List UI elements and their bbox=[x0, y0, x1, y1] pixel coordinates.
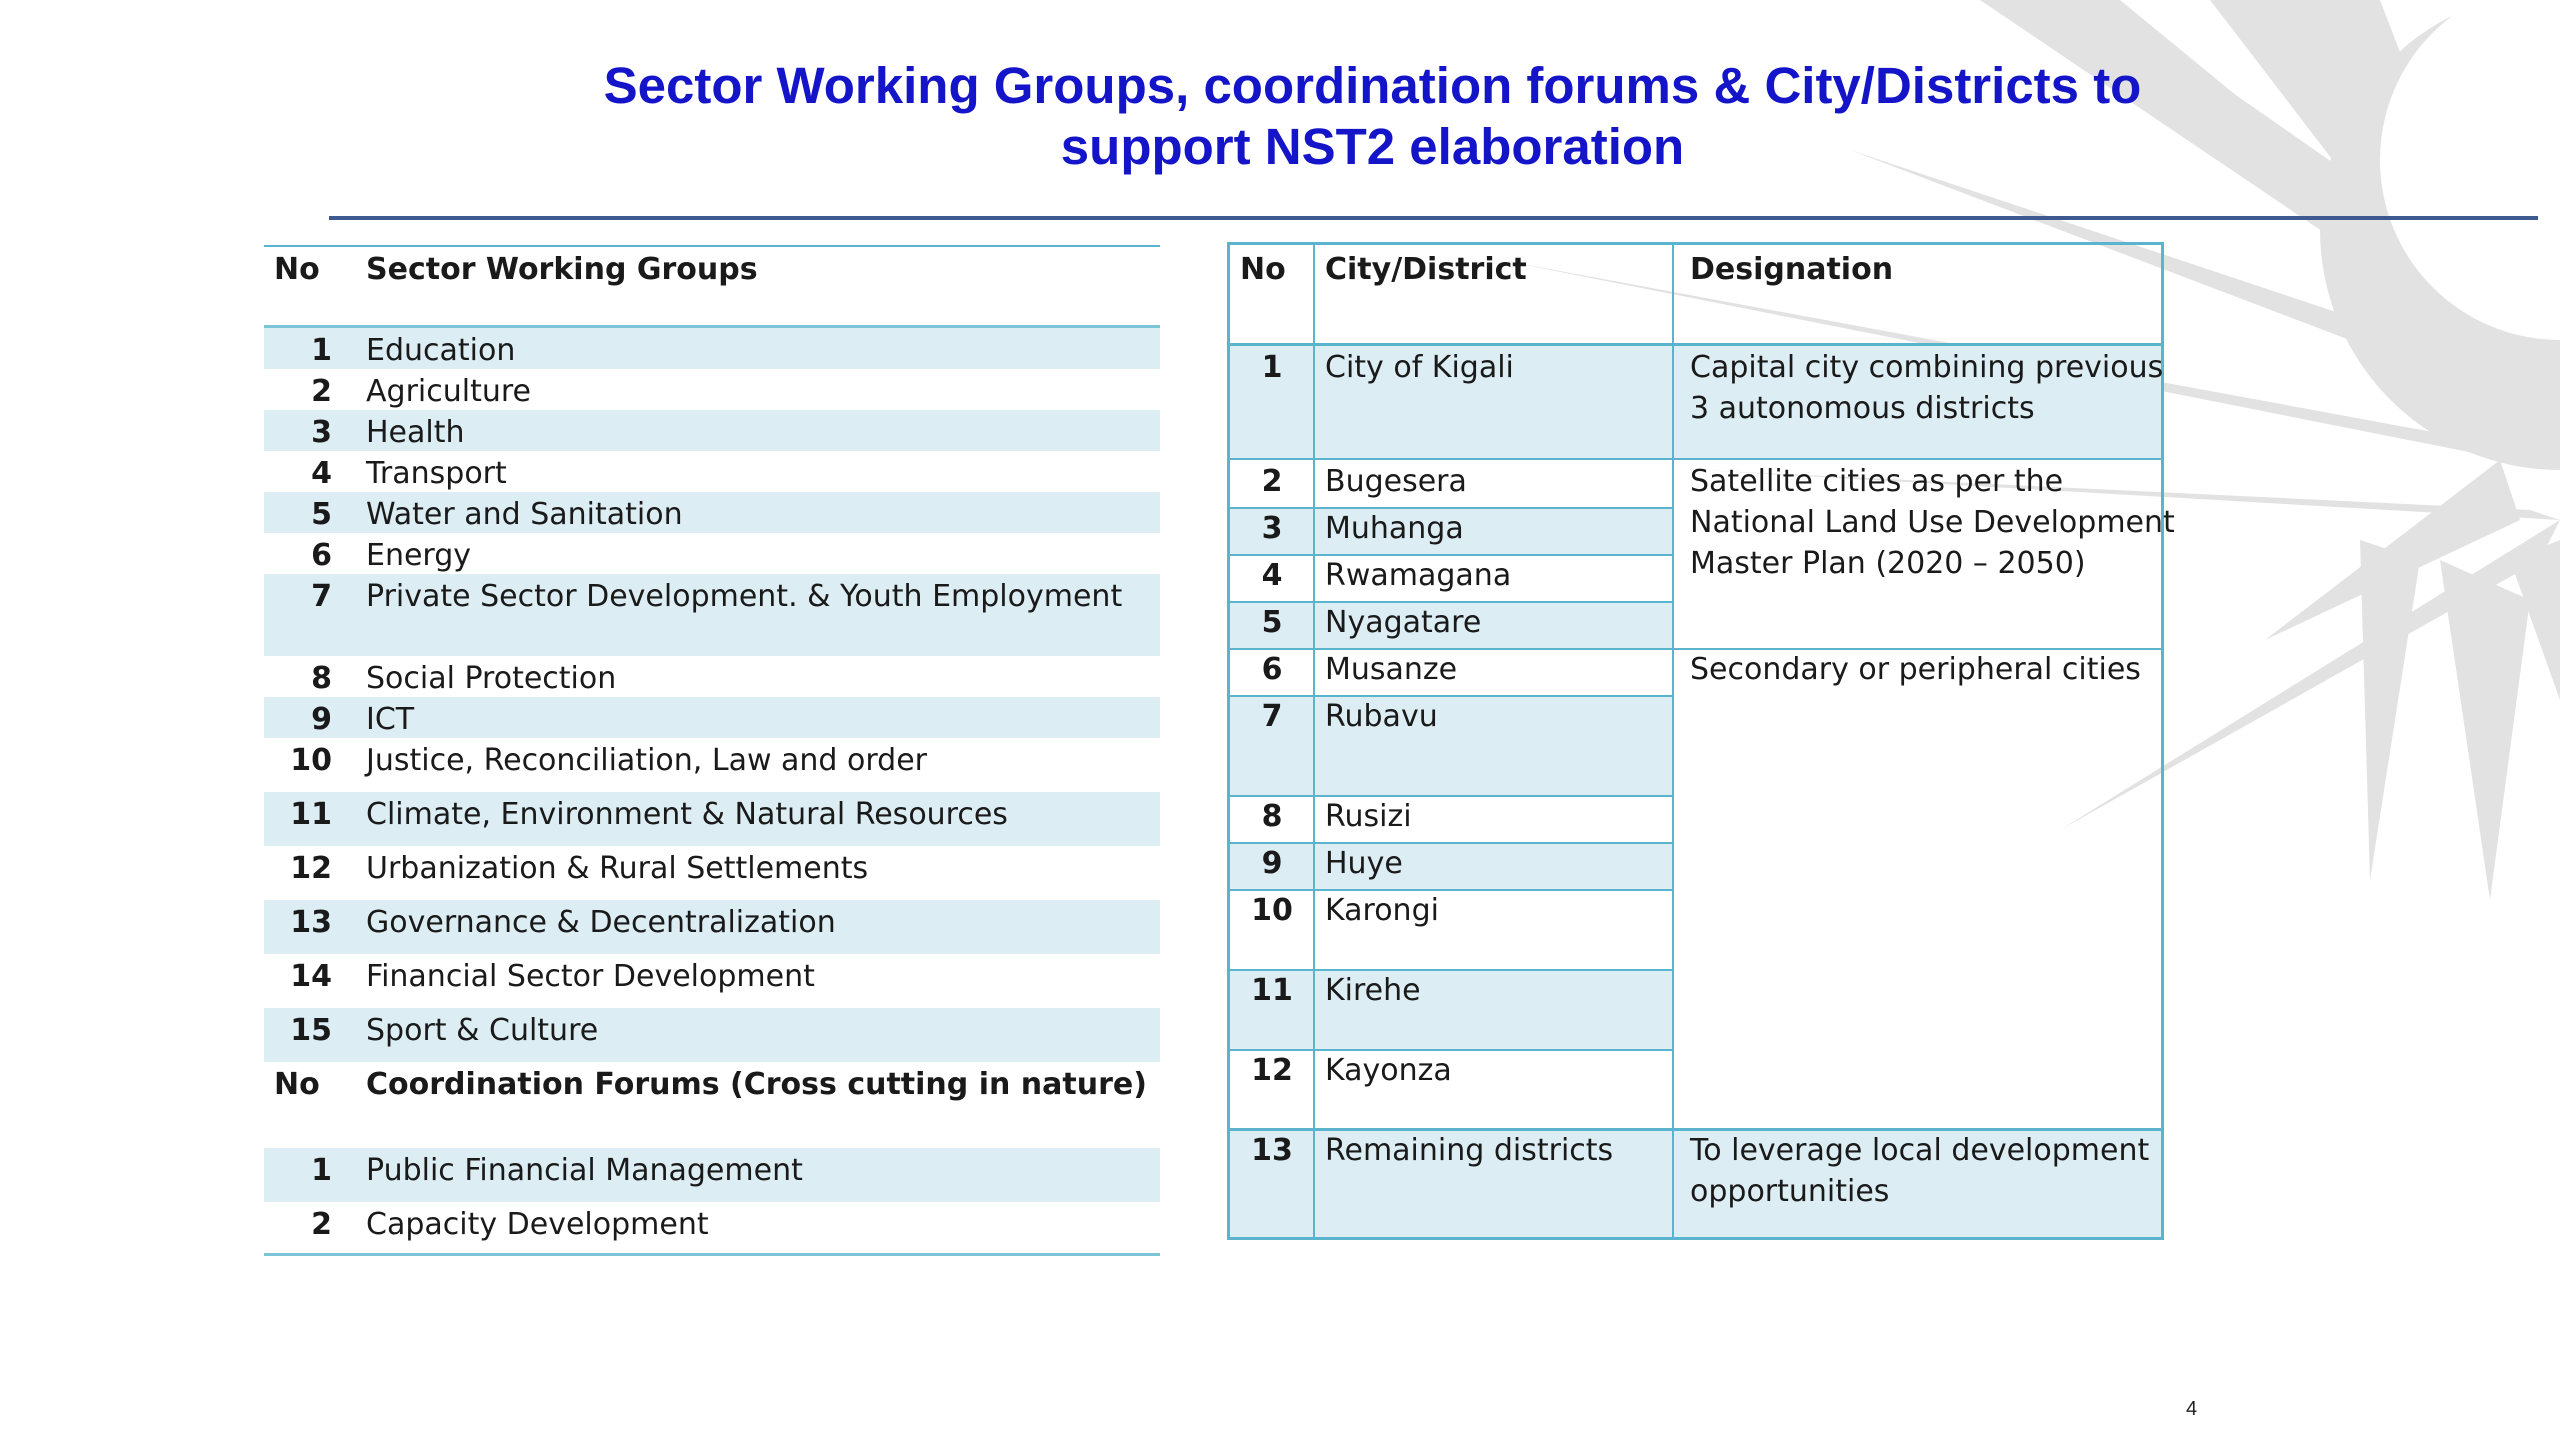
row-no: 5 bbox=[1261, 605, 1283, 640]
swg-header-no: No bbox=[274, 252, 320, 287]
row-label: Justice, Reconciliation, Law and order bbox=[366, 743, 927, 778]
row-no: 12 bbox=[290, 851, 332, 886]
city-name: Karongi bbox=[1325, 893, 1439, 928]
table-row bbox=[264, 697, 1160, 738]
designation-line: Secondary or peripheral cities bbox=[1690, 652, 2141, 687]
row-label: Education bbox=[366, 333, 516, 368]
row-no: 11 bbox=[1251, 973, 1293, 1008]
forums-header-label: Coordination Forums (Cross cutting in nature) bbox=[366, 1067, 1147, 1102]
table-row bbox=[264, 1202, 1160, 1256]
row-label: Energy bbox=[366, 538, 472, 573]
row-no: 10 bbox=[290, 743, 332, 778]
forums-header-no: No bbox=[274, 1067, 320, 1102]
table-row bbox=[264, 656, 1160, 697]
table-row bbox=[264, 846, 1160, 900]
row-no: 10 bbox=[1251, 893, 1293, 928]
row-no: 9 bbox=[311, 702, 332, 737]
header-city: City/District bbox=[1325, 252, 1527, 287]
row-no: 7 bbox=[311, 579, 332, 614]
row-no: 13 bbox=[290, 905, 332, 940]
table-row bbox=[264, 410, 1160, 451]
row-label: Private Sector Development. & Youth Employment bbox=[366, 579, 1123, 614]
row-no: 14 bbox=[290, 959, 332, 994]
row-no: 11 bbox=[290, 797, 332, 832]
city-name: Kayonza bbox=[1325, 1053, 1452, 1088]
city-name: Rubavu bbox=[1325, 699, 1438, 734]
swg-header-label: Sector Working Groups bbox=[366, 252, 758, 287]
row-no: 1 bbox=[1261, 350, 1283, 385]
title-rule bbox=[329, 216, 2538, 220]
table-row bbox=[264, 1008, 1160, 1062]
row-no: 5 bbox=[311, 497, 332, 532]
row-label: Agriculture bbox=[366, 374, 531, 409]
row-no: 13 bbox=[1251, 1133, 1293, 1168]
row-no: 4 bbox=[1261, 558, 1283, 593]
table-row bbox=[264, 492, 1160, 533]
row-no: 2 bbox=[1261, 464, 1283, 499]
title-line-1: Sector Working Groups, coordination forums & City/Districts to bbox=[603, 57, 2142, 114]
table-row bbox=[264, 328, 1160, 369]
row-no: 7 bbox=[1261, 699, 1283, 734]
table-row bbox=[264, 954, 1160, 1008]
table-row bbox=[264, 1148, 1160, 1202]
row-label: Climate, Environment & Natural Resources bbox=[366, 797, 1008, 832]
designation-line: Master Plan (2020 – 2050) bbox=[1690, 546, 2086, 581]
row-label: Social Protection bbox=[366, 661, 617, 696]
row-label: Health bbox=[366, 415, 465, 450]
page-title bbox=[600, 55, 2145, 177]
city-name: Nyagatare bbox=[1325, 605, 1482, 640]
title-line-2: support NST2 elaboration bbox=[1060, 118, 1685, 175]
row-no: 3 bbox=[311, 415, 332, 450]
row-label: Transport bbox=[366, 456, 507, 491]
table-row bbox=[264, 900, 1160, 954]
table-row bbox=[264, 574, 1160, 656]
row-label: Capacity Development bbox=[366, 1207, 709, 1242]
row-label: Public Financial Management bbox=[366, 1153, 803, 1188]
row-label: Financial Sector Development bbox=[366, 959, 815, 994]
row-no: 4 bbox=[311, 456, 332, 491]
row-no: 8 bbox=[1261, 799, 1283, 834]
row-no: 12 bbox=[1251, 1053, 1293, 1088]
header-divider bbox=[1230, 343, 2161, 346]
city-name: City of Kigali bbox=[1325, 350, 1514, 385]
row-label: Water and Sanitation bbox=[366, 497, 683, 532]
swg-header-row bbox=[264, 247, 1160, 328]
city-name: Remaining districts bbox=[1325, 1133, 1614, 1168]
city-name: Huye bbox=[1325, 846, 1403, 881]
city-name: Rwamagana bbox=[1325, 558, 1512, 593]
designation-line: 3 autonomous districts bbox=[1690, 391, 2035, 426]
row-no: 6 bbox=[311, 538, 332, 573]
city-name: Bugesera bbox=[1325, 464, 1467, 499]
row-label: Governance & Decentralization bbox=[366, 905, 836, 940]
row-label: Urbanization & Rural Settlements bbox=[366, 851, 869, 886]
table-row bbox=[264, 533, 1160, 574]
city-name: Muhanga bbox=[1325, 511, 1464, 546]
designation-line: opportunities bbox=[1690, 1174, 1890, 1209]
row-no: 1 bbox=[311, 1153, 332, 1188]
row-label: ICT bbox=[366, 702, 415, 737]
sector-working-groups-table bbox=[264, 245, 1160, 1256]
header-designation: Designation bbox=[1690, 252, 1894, 287]
city-name: Musanze bbox=[1325, 652, 1458, 687]
table-row bbox=[264, 792, 1160, 846]
city-name: Kirehe bbox=[1325, 973, 1421, 1008]
row-divider bbox=[1230, 458, 2161, 460]
row-label: Sport & Culture bbox=[366, 1013, 599, 1048]
designation-line: Capital city combining previous bbox=[1690, 350, 2164, 385]
row-no: 15 bbox=[290, 1013, 332, 1048]
table-row bbox=[264, 369, 1160, 410]
row-no: 6 bbox=[1261, 652, 1283, 687]
designation-line: Satellite cities as per the bbox=[1690, 464, 2064, 499]
table-row bbox=[264, 451, 1160, 492]
header-no: No bbox=[1240, 252, 1286, 287]
page-number: 4 bbox=[2186, 1398, 2198, 1420]
table-row bbox=[264, 738, 1160, 792]
designation-line: To leverage local development bbox=[1690, 1133, 2150, 1168]
designation-line: National Land Use Development bbox=[1690, 505, 2175, 540]
row-no: 2 bbox=[311, 374, 332, 409]
forums-header-row bbox=[264, 1062, 1160, 1148]
col-divider bbox=[1672, 245, 1674, 1237]
city-district-table bbox=[1227, 242, 2175, 1240]
row-no: 8 bbox=[311, 661, 332, 696]
row-no: 3 bbox=[1261, 511, 1283, 546]
row-no: 1 bbox=[311, 333, 332, 368]
row-no: 9 bbox=[1261, 846, 1283, 881]
row-no: 2 bbox=[311, 1207, 332, 1242]
city-name: Rusizi bbox=[1325, 799, 1412, 834]
